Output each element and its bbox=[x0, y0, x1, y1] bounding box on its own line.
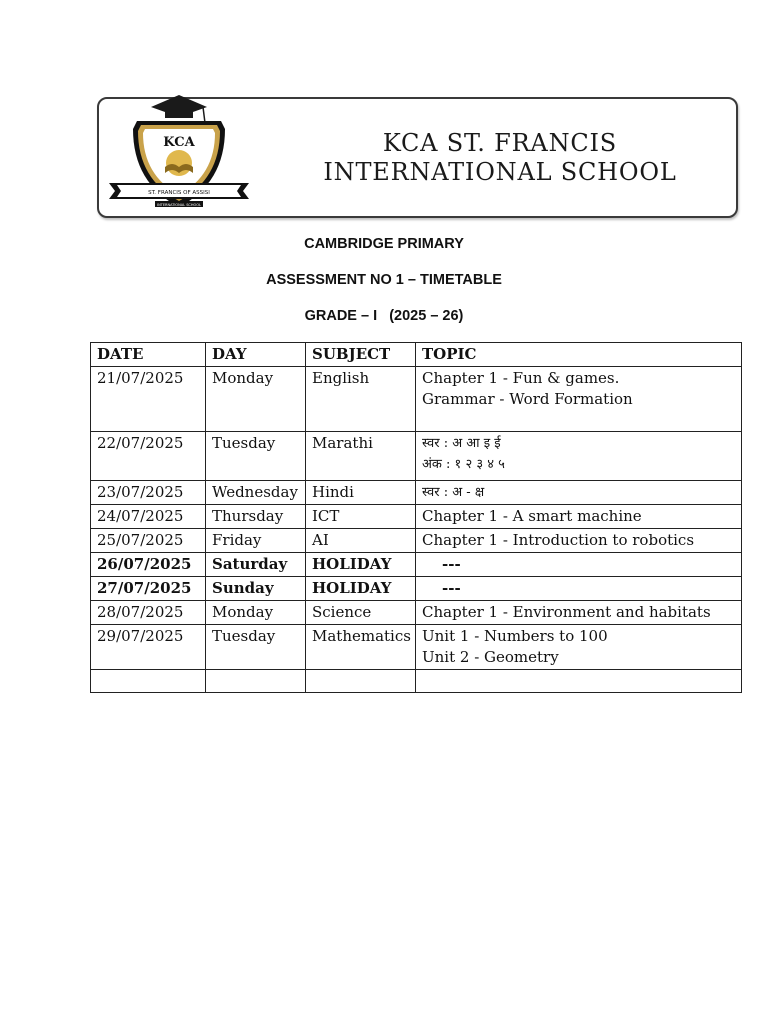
cell-day: Friday bbox=[206, 529, 306, 553]
cell-day: Monday bbox=[206, 367, 306, 432]
table-row bbox=[91, 625, 742, 670]
table-header-row bbox=[91, 343, 742, 367]
table-row-holiday bbox=[91, 553, 742, 577]
topic-line: स्वर : अ - क्ष bbox=[422, 485, 485, 500]
grade-heading: GRADE – I (2025 – 26) bbox=[304, 308, 464, 324]
cell-date: 23/07/2025 bbox=[91, 481, 206, 505]
cell-date: 26/07/2025 bbox=[91, 553, 206, 577]
assessment-heading: ASSESSMENT NO 1 – TIMETABLE bbox=[266, 272, 502, 288]
logo-ribbon-text: ST. FRANCIS OF ASSISI bbox=[148, 190, 210, 196]
cell-subject: Mathematics bbox=[306, 625, 416, 670]
cell-topic bbox=[416, 481, 742, 505]
table-row bbox=[91, 367, 742, 432]
cell-topic bbox=[416, 625, 742, 670]
school-name-line2: INTERNATIONAL SCHOOL bbox=[323, 158, 677, 186]
header-topic: TOPIC bbox=[416, 343, 742, 367]
header-day: DAY bbox=[206, 343, 306, 367]
table-row bbox=[91, 601, 742, 625]
school-name-line1: KCA ST. FRANCIS bbox=[382, 129, 618, 157]
table-row bbox=[91, 529, 742, 553]
timetable bbox=[90, 342, 742, 693]
table-row-holiday bbox=[91, 577, 742, 601]
cell-subject: HOLIDAY bbox=[306, 553, 416, 577]
cell-date: 24/07/2025 bbox=[91, 505, 206, 529]
cell-date: 22/07/2025 bbox=[91, 432, 206, 481]
topic-line: Chapter 1 - Fun & games. bbox=[422, 369, 620, 387]
topic-line: Grammar - Word Formation bbox=[422, 390, 633, 408]
cell-empty bbox=[91, 670, 206, 693]
topic-line: स्वर : अ आ इ ई bbox=[422, 436, 501, 451]
topic-line: Chapter 1 - Environment and habitats bbox=[422, 603, 711, 621]
cell-date: 27/07/2025 bbox=[91, 577, 206, 601]
cell-day: Sunday bbox=[206, 577, 306, 601]
cell-topic bbox=[416, 367, 742, 432]
table-row bbox=[91, 481, 742, 505]
school-name bbox=[275, 129, 725, 187]
cell-subject: Marathi bbox=[306, 432, 416, 481]
cell-date: 25/07/2025 bbox=[91, 529, 206, 553]
logo-subtext: INTERNATIONAL SCHOOL bbox=[157, 203, 201, 207]
cell-day: Tuesday bbox=[206, 432, 306, 481]
cell-day: Thursday bbox=[206, 505, 306, 529]
header-subject: SUBJECT bbox=[306, 343, 416, 367]
school-crest-logo bbox=[99, 91, 264, 216]
cell-day: Tuesday bbox=[206, 625, 306, 670]
topic-line: Unit 2 - Geometry bbox=[422, 648, 559, 666]
cell-topic bbox=[416, 577, 742, 601]
topic-line: Chapter 1 - Introduction to robotics bbox=[422, 531, 695, 549]
cell-day: Saturday bbox=[206, 553, 306, 577]
cell-topic bbox=[416, 505, 742, 529]
cell-empty bbox=[416, 670, 742, 693]
logo-text: KCA bbox=[163, 135, 195, 150]
program-heading: CAMBRIDGE PRIMARY bbox=[304, 236, 464, 252]
topic-line: --- bbox=[442, 579, 461, 597]
header-date: DATE bbox=[91, 343, 206, 367]
cell-subject: Science bbox=[306, 601, 416, 625]
topic-line: अंक : १ २ ३ ४ ५ bbox=[422, 457, 505, 472]
cell-date: 21/07/2025 bbox=[91, 367, 206, 432]
school-banner bbox=[97, 97, 738, 218]
cell-subject: Hindi bbox=[306, 481, 416, 505]
cell-empty bbox=[306, 670, 416, 693]
cell-topic bbox=[416, 553, 742, 577]
table-row bbox=[91, 505, 742, 529]
cell-subject: ICT bbox=[306, 505, 416, 529]
cell-empty bbox=[206, 670, 306, 693]
cell-topic bbox=[416, 432, 742, 481]
table-row-empty bbox=[91, 670, 742, 693]
cell-subject: English bbox=[306, 367, 416, 432]
cell-topic bbox=[416, 529, 742, 553]
topic-line: --- bbox=[442, 555, 461, 573]
cell-subject: HOLIDAY bbox=[306, 577, 416, 601]
cell-subject: AI bbox=[306, 529, 416, 553]
cell-date: 28/07/2025 bbox=[91, 601, 206, 625]
cell-day: Wednesday bbox=[206, 481, 306, 505]
table-row bbox=[91, 432, 742, 481]
topic-line: Unit 1 - Numbers to 100 bbox=[422, 627, 608, 645]
cell-date: 29/07/2025 bbox=[91, 625, 206, 670]
topic-line: Chapter 1 - A smart machine bbox=[422, 507, 642, 525]
cell-topic bbox=[416, 601, 742, 625]
cell-day: Monday bbox=[206, 601, 306, 625]
